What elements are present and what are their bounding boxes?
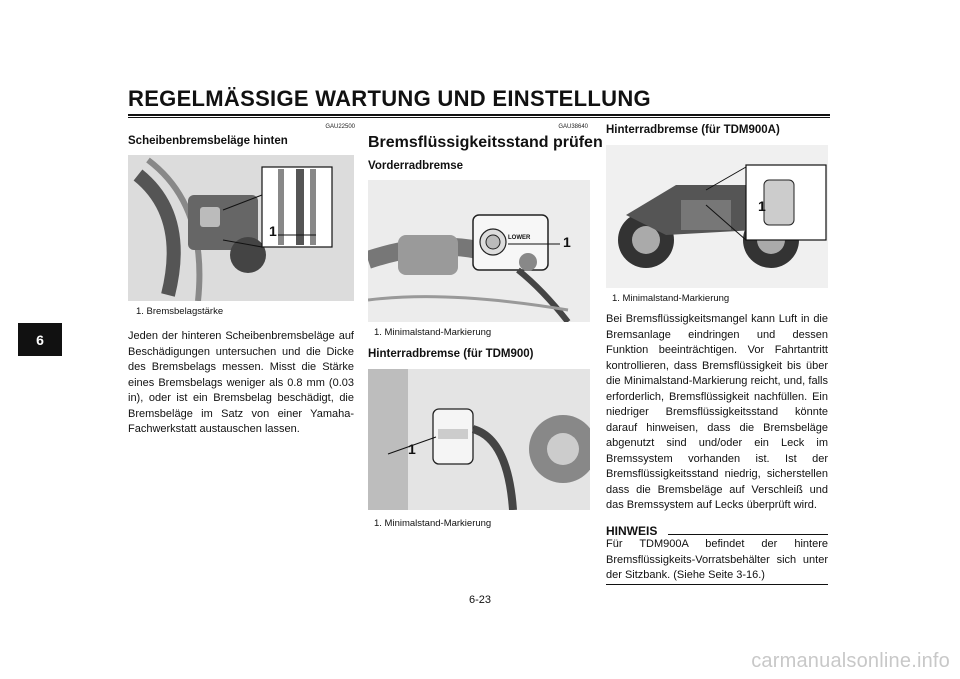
page-title: REGELMÄSSIGE WARTUNG UND EINSTELLUNG <box>128 86 651 111</box>
figure-caption: 1. Minimalstand-Markierung <box>374 327 492 338</box>
section-heading: Scheibenbremsbeläge hinten <box>128 135 288 147</box>
figure-caption: 1. Minimalstand-Markierung <box>374 518 492 529</box>
section-code: GAU22500 <box>325 124 355 130</box>
note-text: Für TDM900A befindet der hintere Bremsflüssigkeits-Vorratsbehälter sich unter der Sitzbank. (Siehe Seite 3-16.) <box>606 538 828 581</box>
sub-heading-front: Vorderradbremse <box>368 160 464 172</box>
photo-brake-pads <box>128 155 354 301</box>
section-heading: Hinterradbremse (für TDM900A) <box>606 124 780 136</box>
note-end-rule <box>606 584 828 585</box>
figure-caption: 1. Minimalstand-Markierung <box>612 293 730 304</box>
header-rule-thin <box>128 117 830 118</box>
body-paragraph: Jeden der hinteren Scheibenbremsbeläge auf Beschädigungen untersuchen und die Dicke des Bremsbelags messen. Misst die Stärke eines Bremsbelags weniger als 0.8 mm (0.03 in), oder ist ein Bremsbelag beschädigt, die Bremsbeläge im Satz von einer Yamaha-Fachwerkstatt austauschen lassen. <box>128 330 354 435</box>
page-number: 6-23 <box>468 594 492 606</box>
figure-caption: 1. Bremsbelagstärke <box>136 306 224 317</box>
callout-number: 1 <box>758 198 766 214</box>
section-heading: Bremsflüssigkeitsstand prüfen <box>368 134 603 151</box>
section-code: GAU38640 <box>558 124 588 130</box>
photo-rear-reservoir <box>368 369 590 510</box>
lower-mark-label: LOWER <box>508 235 531 241</box>
callout-number: 1 <box>408 441 416 457</box>
callout-number: 1 <box>563 234 571 250</box>
chapter-tab: 6 <box>18 323 62 356</box>
photo-motorcycle <box>606 145 828 288</box>
sub-heading-rear-tdm900: Hinterradbremse (für TDM900) <box>368 348 534 360</box>
photo-front-reservoir <box>368 180 590 322</box>
header-rule <box>128 114 830 116</box>
callout-number: 1 <box>269 223 277 239</box>
body-paragraph: Bei Bremsflüssigkeitsmangel kann Luft in die Bremsanlage eindringen und dessen Funktion beeinträchtigen. Vor Fahrtantritt kontrollieren, dass Bremsflüssigkeit bis über die Minimalstand-Markierung reicht, und, falls erforderlich, Bremsflüssigkeit nachfüllen. Ein niedriger Bremsflüssigkeitsstand könnte darauf hinweisen, dass die Bremsbeläge abgenutzt sind und/oder ein Leck im Bremssystem vorhanden ist. Ist der Bremsflüssigkeitsstand niedrig, sicherstellen dass die Bremsbeläge auf Verschleiß und das Bremssystem auf Lecks überprüft wird. <box>606 313 828 511</box>
note-rule <box>668 534 828 535</box>
watermark-footer: carmanualsonline.info <box>751 650 950 672</box>
note-heading: HINWEIS <box>606 524 658 538</box>
